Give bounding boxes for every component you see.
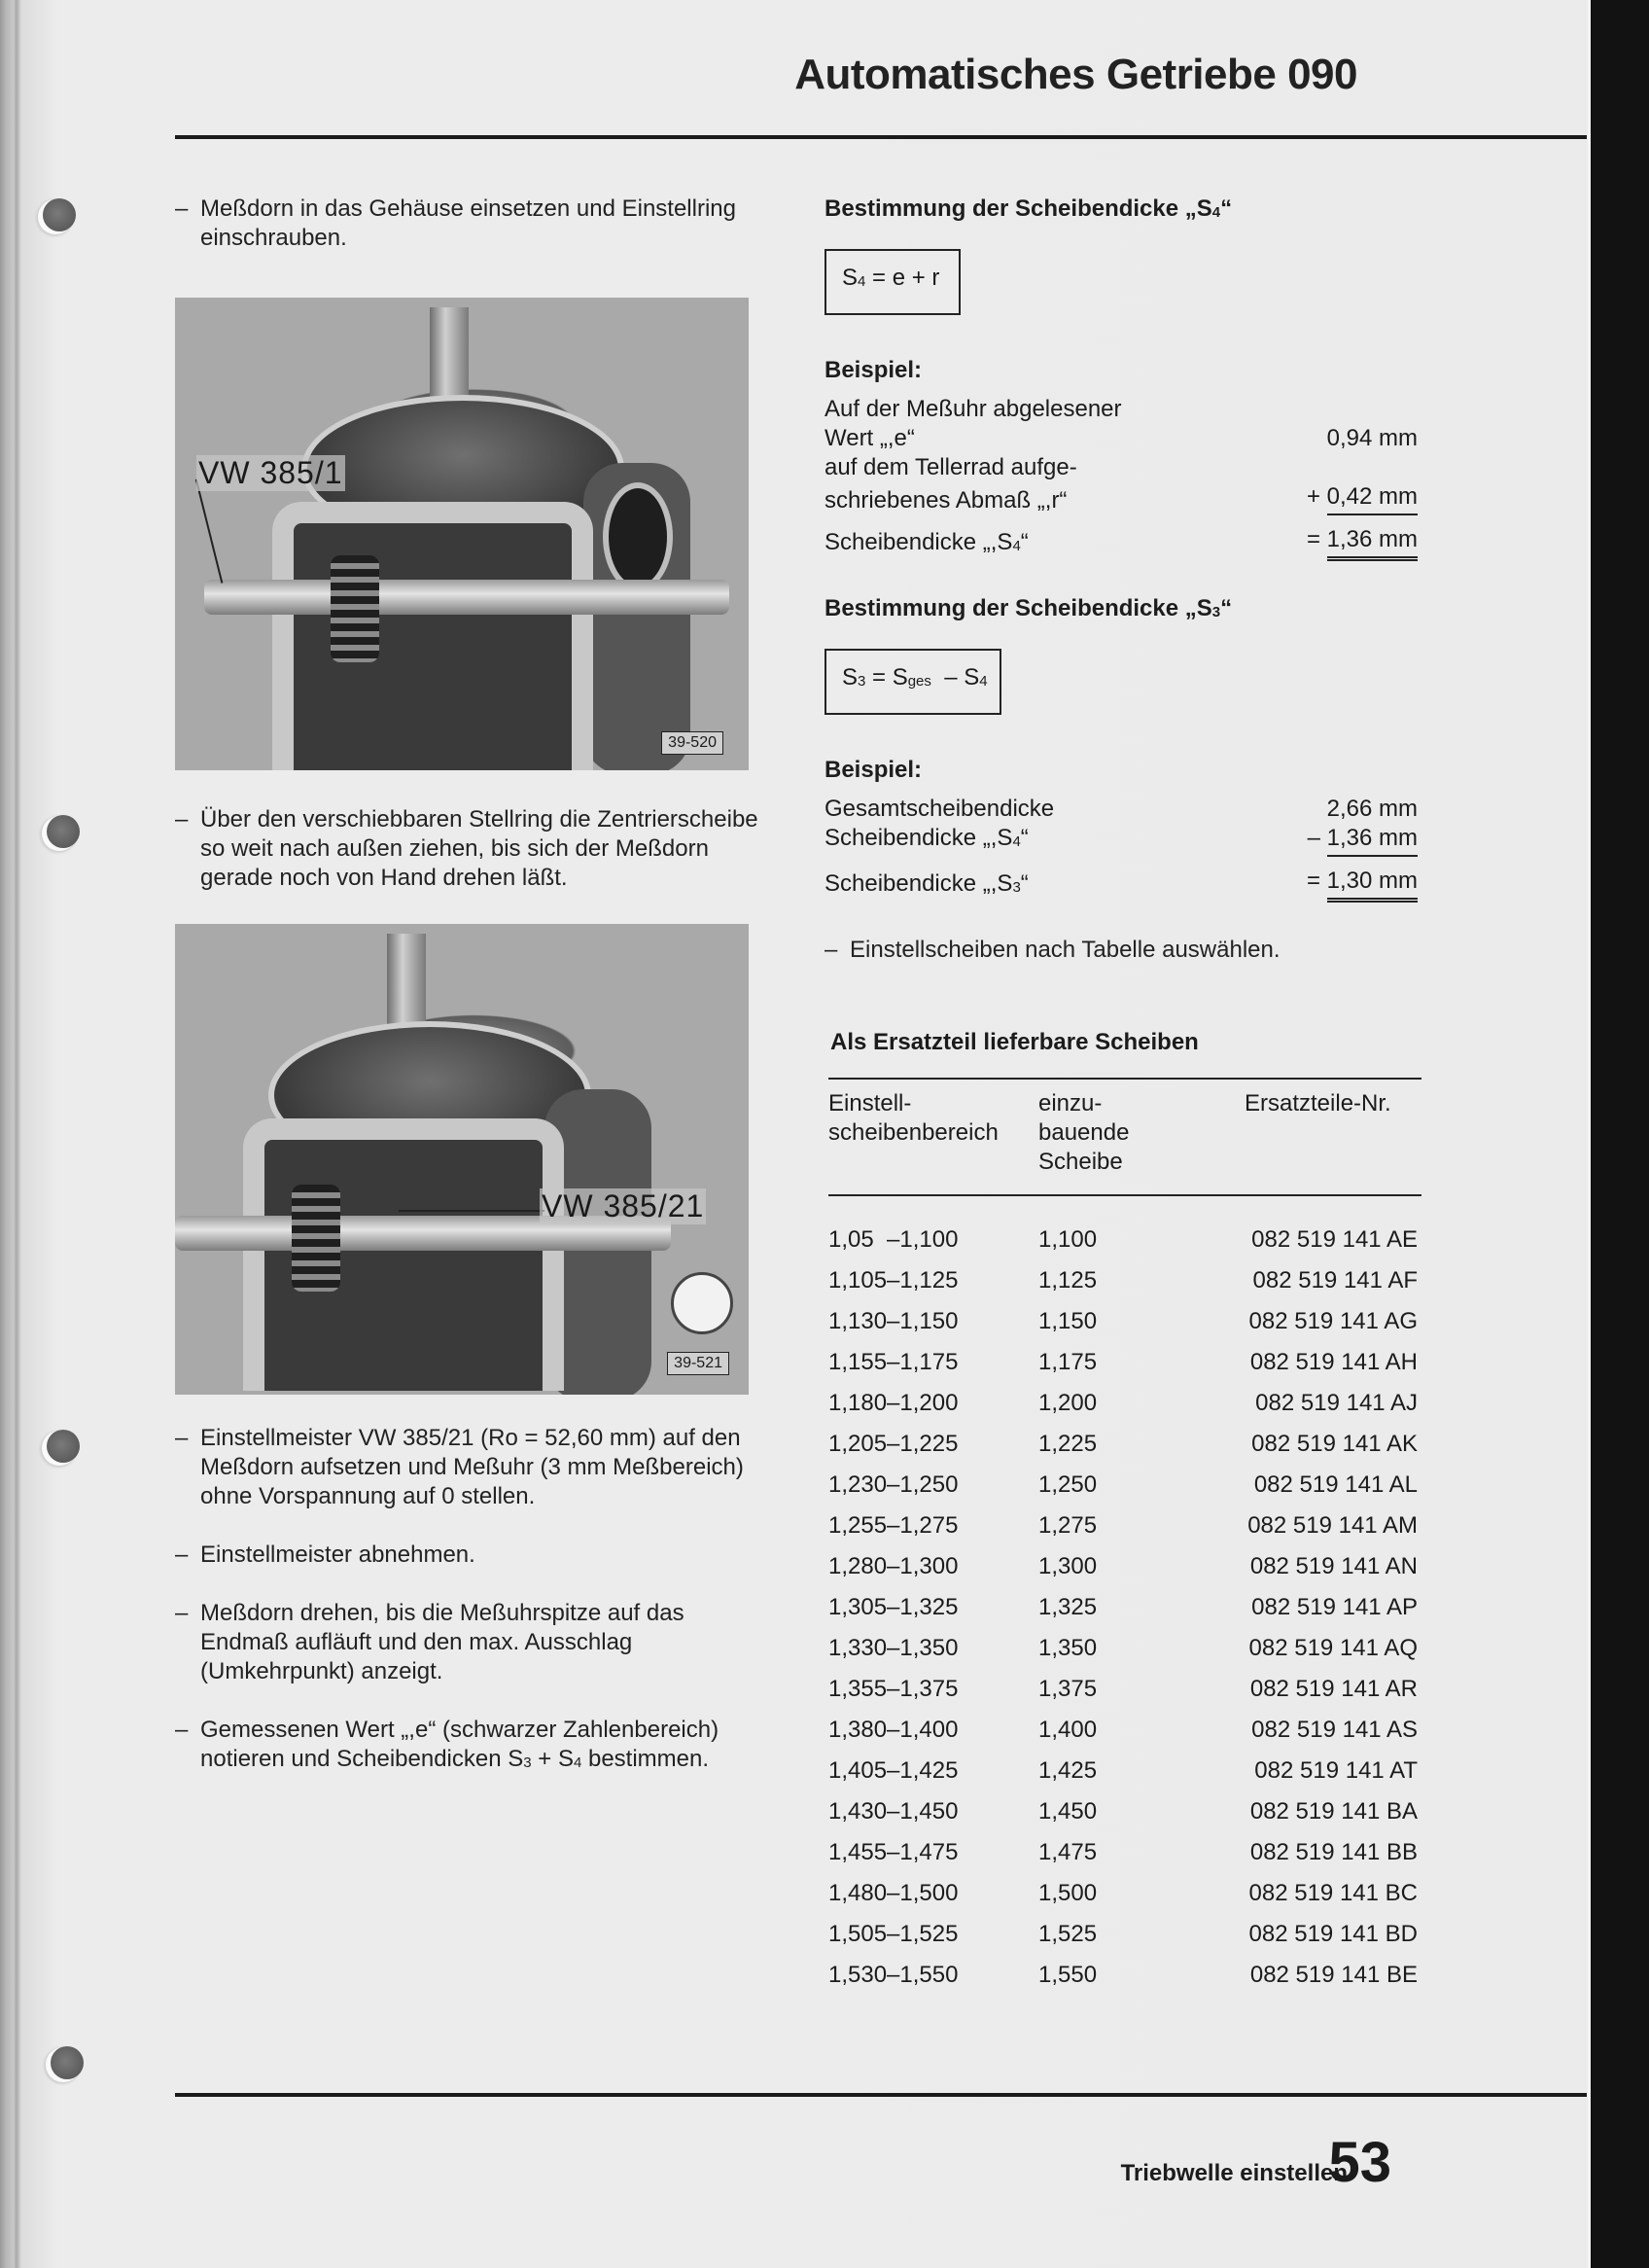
photo-gear	[292, 1185, 340, 1292]
cell-shim: 1,450	[1038, 1798, 1098, 1825]
bullet-dash: –	[175, 1600, 189, 1626]
photo-bearing-bore	[603, 482, 673, 591]
cell-range: 1,230–1,250	[828, 1471, 959, 1498]
figure-39-521	[175, 924, 749, 1395]
step-record-value: – Gemessenen Wert „,e“ (schwarzer Zahlenbereich) notieren und Scheibendicken S3 + S4 bestimmen.	[175, 1717, 719, 1772]
calc-text: Wert „,e“	[824, 425, 915, 451]
calc-text: Auf der Meßuhr abgelesener	[824, 396, 1122, 422]
cell-shim: 1,300	[1038, 1553, 1098, 1579]
calc-text: Gesamtscheibendicke	[824, 796, 1055, 822]
cell-part-number: 082 519 141 BC	[1248, 1880, 1418, 1906]
cell-shim: 1,500	[1038, 1880, 1098, 1906]
leader-line	[399, 1210, 544, 1212]
figure-39-520	[175, 298, 749, 770]
col-header-part: Ersatzteile-Nr.	[1245, 1090, 1391, 1116]
table-row	[828, 1195, 1421, 1260]
value-e: 0,94 mm	[1326, 425, 1418, 451]
s3-example-calc: Gesamtscheibendicke 2,66 mm Scheibendicke „,S4“ – 1,36 mm Scheibendicke „,S3“ = 1,30 mm	[824, 795, 1418, 903]
step-pull-centering-disc: – Über den verschiebbaren Stellring die Zentrierscheibe so weit nach außen ziehen, bis sich der Meßdorn gerade noch von Hand drehen läßt.	[175, 806, 758, 891]
s3-formula-box: S3 = Sges – S4	[824, 649, 1001, 715]
cell-range: 1,155–1,175	[828, 1349, 959, 1375]
value-s3-result: 1,30 mm	[1327, 867, 1418, 903]
s4-example-label: Beispiel:	[824, 357, 923, 383]
cell-part-number: 082 519 141 AM	[1247, 1512, 1418, 1539]
table-row	[828, 1260, 1421, 1301]
cell-part-number: 082 519 141 AG	[1248, 1308, 1418, 1334]
s4-formula-box: S4 = e + r	[824, 249, 961, 315]
photo-gear	[331, 555, 379, 662]
cell-range: 1,430–1,450	[828, 1798, 959, 1825]
cell-shim: 1,175	[1038, 1349, 1098, 1375]
cell-range: 1,505–1,525	[828, 1921, 959, 1947]
cell-shim: 1,275	[1038, 1512, 1098, 1539]
cell-part-number: 082 519 141 AL	[1253, 1471, 1418, 1498]
table-row	[828, 1465, 1421, 1506]
left-column	[175, 195, 758, 1778]
table-row	[828, 1751, 1421, 1791]
cell-range: 1,330–1,350	[828, 1635, 959, 1661]
cell-shim: 1,150	[1038, 1308, 1098, 1334]
cell-part-number: 082 519 141 BD	[1248, 1921, 1418, 1947]
table-row	[828, 1669, 1421, 1710]
right-column	[824, 195, 1418, 1996]
step-insert-mandrel: – Meßdorn in das Gehäuse einsetzen und Einstellring einschrauben.	[175, 195, 736, 251]
table-header-row	[828, 1079, 1421, 1195]
cell-range: 1,105–1,125	[828, 1267, 959, 1293]
cell-range: 1,255–1,275	[828, 1512, 959, 1539]
cell-range: 1,305–1,325	[828, 1594, 959, 1620]
s4-example-calc: Auf der Meßuhr abgelesener Wert „,e“ 0,94 mm auf dem Tellerrad aufge- schriebenes Abmaß „,r“ + 0,42 mm Scheibendicke „,S4“ = 1,36 mm	[824, 395, 1418, 561]
punch-hole	[51, 2046, 84, 2079]
cell-shim: 1,400	[1038, 1717, 1098, 1743]
page-title: Automatisches Getriebe 090	[794, 51, 1357, 98]
cell-shim: 1,350	[1038, 1635, 1098, 1661]
cell-part-number: 082 519 141 BB	[1249, 1839, 1418, 1865]
bullet-dash: –	[175, 806, 189, 833]
cell-shim: 1,550	[1038, 1962, 1098, 1988]
cell-range: 1,355–1,375	[828, 1676, 959, 1702]
table-row	[828, 1710, 1421, 1751]
table-row	[828, 1832, 1421, 1873]
leader-line	[195, 479, 223, 584]
value-s4: 1,36 mm	[1327, 824, 1418, 857]
cell-part-number: 082 519 141 AR	[1249, 1676, 1418, 1702]
cell-range: 1,05 –1,100	[828, 1226, 959, 1253]
s3-example-label: Beispiel:	[824, 757, 923, 783]
step-set-gauge-zero: – Einstellmeister VW 385/21 (Ro = 52,60 mm) auf den Meßdorn aufsetzen und Meßuhr (3 mm Meßbereich) ohne Vorspannung auf 0 stellen.	[175, 1425, 744, 1509]
col-header-range: Einstell- scheibenbereich	[828, 1090, 999, 1146]
cell-part-number: 082 519 141 AF	[1252, 1267, 1418, 1293]
table-row	[828, 1873, 1421, 1914]
table-row	[828, 1424, 1421, 1465]
cell-shim: 1,375	[1038, 1676, 1098, 1702]
photo-gear-housing	[272, 502, 593, 770]
cell-part-number: 082 519 141 AE	[1251, 1226, 1418, 1253]
step-rotate-mandrel: – Meßdorn drehen, bis die Meßuhrspitze auf das Endmaß aufläuft und den max. Ausschlag (Umkehrpunkt) anzeigt.	[175, 1600, 684, 1684]
table-row	[828, 1791, 1421, 1832]
cell-part-number: 082 519 141 AK	[1251, 1431, 1418, 1457]
table-row	[828, 1546, 1421, 1587]
cell-range: 1,480–1,500	[828, 1880, 959, 1906]
tool-label: VW 385/1	[198, 455, 343, 490]
col-header-shim: einzu- bauende Scheibe	[1038, 1090, 1130, 1175]
bullet-dash: –	[175, 195, 189, 222]
s4-heading: Bestimmung der Scheibendicke „S4“	[824, 195, 1233, 222]
cell-part-number: 082 519 141 AH	[1249, 1349, 1418, 1375]
cell-part-number: 082 519 141 AN	[1249, 1553, 1418, 1579]
cell-shim: 1,225	[1038, 1431, 1098, 1457]
table-row	[828, 1587, 1421, 1628]
footer-rule	[175, 2093, 1587, 2097]
s3-heading: Bestimmung der Scheibendicke „S3“	[824, 595, 1233, 621]
value-r: 0,42 mm	[1327, 482, 1418, 515]
cell-range: 1,455–1,475	[828, 1839, 959, 1865]
calc-text: schriebenes Abmaß „,r“	[824, 487, 1068, 514]
cell-part-number: 082 519 141 BE	[1249, 1962, 1418, 1988]
cell-part-number: 082 519 141 AT	[1254, 1757, 1418, 1784]
shim-table	[828, 1078, 1421, 1996]
cell-shim: 1,200	[1038, 1390, 1098, 1416]
cell-range: 1,405–1,425	[828, 1757, 959, 1784]
photo-measuring-mandrel	[204, 580, 729, 615]
punch-hole	[43, 198, 76, 231]
table-row	[828, 1914, 1421, 1955]
bullet-dash: –	[824, 937, 838, 963]
cell-shim: 1,100	[1038, 1226, 1098, 1253]
bullet-dash: –	[175, 1717, 189, 1743]
tool-label: VW 385/21	[542, 1188, 705, 1223]
cell-shim: 1,475	[1038, 1839, 1098, 1865]
value-s4-result: 1,36 mm	[1327, 525, 1418, 561]
table-row	[828, 1955, 1421, 1996]
cell-part-number: 082 519 141 AQ	[1248, 1635, 1418, 1661]
step-select-shims: – Einstellscheiben nach Tabelle auswählen.	[824, 937, 1281, 963]
calc-text: auf dem Tellerrad aufge-	[824, 454, 1077, 480]
table-row	[828, 1342, 1421, 1383]
header-rule	[175, 135, 1587, 139]
cell-shim: 1,250	[1038, 1471, 1098, 1498]
value-total: 2,66 mm	[1326, 796, 1418, 822]
cell-range: 1,380–1,400	[828, 1717, 959, 1743]
table-row	[828, 1506, 1421, 1546]
cell-part-number: 082 519 141 AJ	[1255, 1390, 1418, 1416]
cell-range: 1,130–1,150	[828, 1308, 959, 1334]
cell-range: 1,205–1,225	[828, 1431, 959, 1457]
scan-binding-edge	[1588, 0, 1649, 2268]
table-title: Als Ersatzteil lieferbare Scheiben	[830, 1029, 1199, 1055]
dial-gauge-icon	[671, 1272, 733, 1334]
table-row	[828, 1383, 1421, 1424]
cell-range: 1,530–1,550	[828, 1962, 959, 1988]
cell-shim: 1,525	[1038, 1921, 1098, 1947]
table-row	[828, 1628, 1421, 1669]
page-number: 53	[1328, 2131, 1391, 2194]
bullet-dash: –	[175, 1425, 189, 1451]
cell-shim: 1,325	[1038, 1594, 1098, 1620]
punch-hole	[47, 815, 80, 848]
punch-hole	[47, 1430, 80, 1463]
cell-part-number: 082 519 141 AP	[1251, 1594, 1418, 1620]
cell-range: 1,180–1,200	[828, 1390, 959, 1416]
step-remove-master: – Einstellmeister abnehmen.	[175, 1542, 475, 1568]
figure-number: 39-520	[661, 731, 723, 755]
figure-number: 39-521	[667, 1352, 729, 1375]
cell-range: 1,280–1,300	[828, 1553, 959, 1579]
cell-part-number: 082 519 141 AS	[1251, 1717, 1418, 1743]
table-row	[828, 1301, 1421, 1342]
section-name: Triebwelle einstellen	[1120, 2160, 1348, 2186]
cell-part-number: 082 519 141 BA	[1249, 1798, 1418, 1825]
cell-shim: 1,425	[1038, 1757, 1098, 1784]
cell-shim: 1,125	[1038, 1267, 1098, 1293]
bullet-dash: –	[175, 1542, 189, 1568]
